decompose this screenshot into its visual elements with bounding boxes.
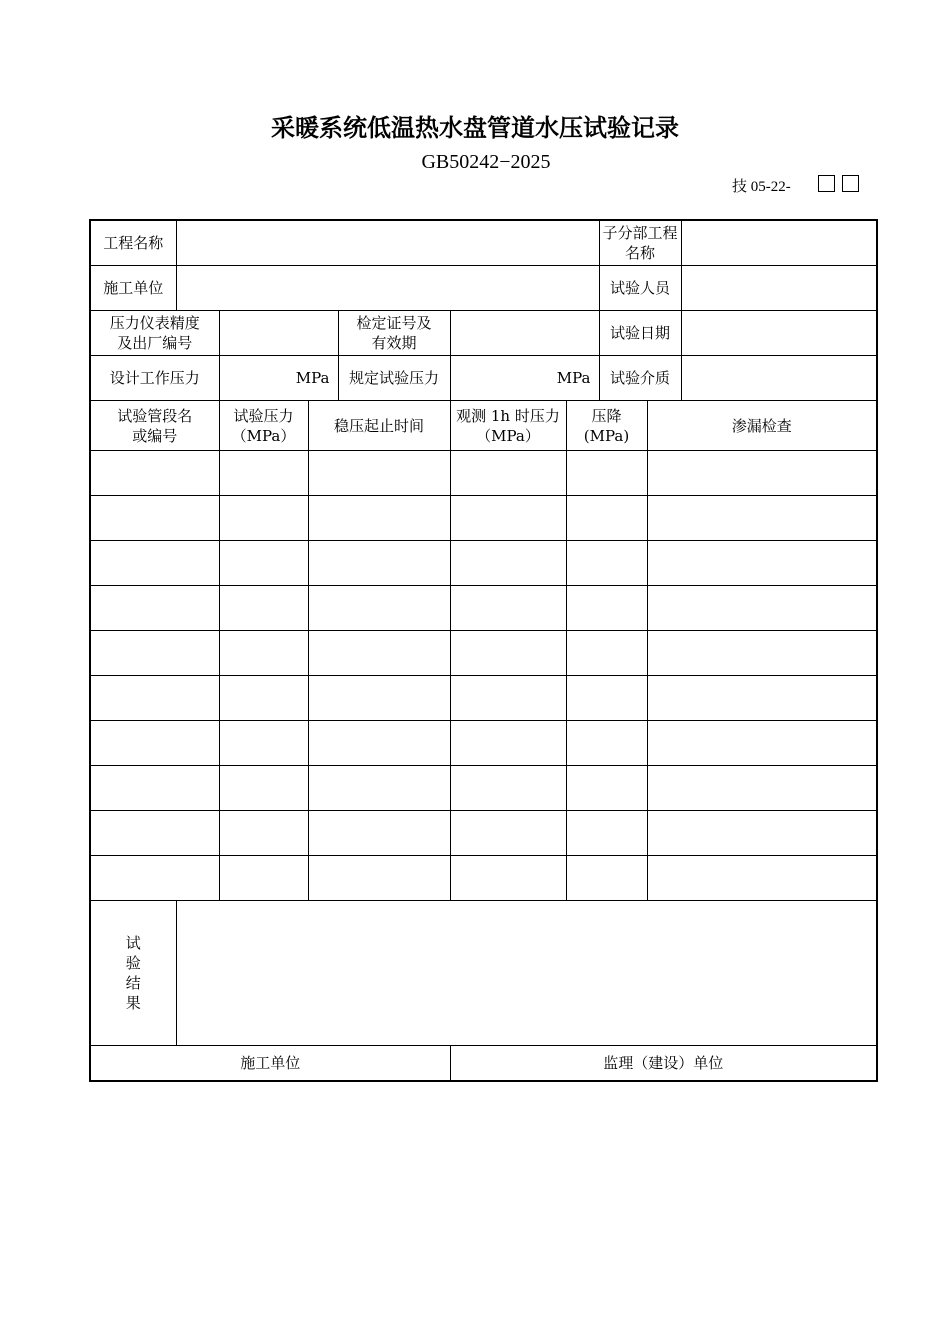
col-pressure-line-1: 试验压力 [233, 406, 294, 425]
observed-cell[interactable] [450, 451, 566, 496]
cert-field[interactable] [450, 311, 599, 356]
drop-cell[interactable] [566, 541, 647, 586]
pressure-cell[interactable] [219, 856, 308, 901]
observed-cell[interactable] [450, 631, 566, 676]
project-name-field[interactable] [176, 220, 599, 266]
tester-field[interactable] [681, 266, 877, 311]
leak-cell[interactable] [647, 541, 877, 586]
sub-project-label: 子分部工程名称 [599, 220, 681, 266]
observed-cell[interactable] [450, 496, 566, 541]
time-cell[interactable] [308, 541, 450, 586]
document-title: 采暖系统低温热水盘管道水压试验记录 [271, 114, 679, 142]
result-label [90, 901, 176, 1046]
table-row [90, 586, 877, 631]
time-cell[interactable] [308, 856, 450, 901]
col-observed-header [450, 401, 566, 451]
drop-cell[interactable] [566, 811, 647, 856]
leak-cell[interactable] [647, 721, 877, 766]
time-cell[interactable] [308, 766, 450, 811]
drop-cell[interactable] [566, 856, 647, 901]
design-pressure-label: 设计工作压力 [90, 356, 219, 401]
col-drop-line-2: (MPa) [583, 426, 630, 445]
drop-cell[interactable] [566, 586, 647, 631]
cert-label-line-2: 有效期 [371, 334, 417, 352]
col-segment-header [90, 401, 219, 451]
pressure-cell[interactable] [219, 451, 308, 496]
drop-cell[interactable] [566, 766, 647, 811]
standard-code: GB50242−2025 [421, 151, 551, 173]
cert-label [338, 311, 450, 356]
footer-supervisor: 监理（建设）单位 [450, 1046, 877, 1082]
test-date-field[interactable] [681, 311, 877, 356]
spec-pressure-unit[interactable]: MPa [450, 356, 599, 401]
pressure-cell[interactable] [219, 631, 308, 676]
pressure-cell[interactable] [219, 541, 308, 586]
table-row [90, 766, 877, 811]
form-code-box-1[interactable] [818, 175, 835, 192]
observed-cell[interactable] [450, 676, 566, 721]
pressure-cell[interactable] [219, 586, 308, 631]
result-label-char: 果 [125, 994, 141, 1012]
project-name-label: 工程名称 [90, 220, 176, 266]
col-segment-line-1: 试验管段名 [117, 406, 193, 425]
constructor-label: 施工单位 [90, 266, 176, 311]
pressure-cell[interactable] [219, 811, 308, 856]
segment-cell[interactable] [90, 631, 219, 676]
segment-cell[interactable] [90, 451, 219, 496]
footer-constructor: 施工单位 [90, 1046, 450, 1082]
gauge-label [90, 311, 219, 356]
leak-cell[interactable] [647, 496, 877, 541]
result-label-char: 验 [125, 954, 141, 972]
design-pressure-unit[interactable]: MPa [219, 356, 338, 401]
form-code: 技 05-22- [732, 179, 791, 195]
leak-cell[interactable] [647, 811, 877, 856]
col-observed-line-2: （MPa） [476, 426, 540, 445]
leak-cell[interactable] [647, 586, 877, 631]
col-leak-header: 渗漏检查 [647, 401, 877, 451]
drop-cell[interactable] [566, 721, 647, 766]
time-cell[interactable] [308, 451, 450, 496]
test-medium-label: 试验介质 [599, 356, 681, 401]
col-time-header: 稳压起止时间 [308, 401, 450, 451]
time-cell[interactable] [308, 676, 450, 721]
segment-cell[interactable] [90, 496, 219, 541]
time-cell[interactable] [308, 721, 450, 766]
spec-pressure-label: 规定试验压力 [338, 356, 450, 401]
leak-cell[interactable] [647, 451, 877, 496]
pressure-cell[interactable] [219, 721, 308, 766]
pressure-cell[interactable] [219, 766, 308, 811]
result-label-char: 试 [125, 934, 141, 952]
table-row [90, 856, 877, 901]
segment-cell[interactable] [90, 811, 219, 856]
drop-cell[interactable] [566, 676, 647, 721]
time-cell[interactable] [308, 631, 450, 676]
observed-cell[interactable] [450, 766, 566, 811]
leak-cell[interactable] [647, 856, 877, 901]
col-segment-line-2: 或编号 [132, 426, 178, 445]
segment-cell[interactable] [90, 766, 219, 811]
table-row [90, 811, 877, 856]
observed-cell[interactable] [450, 541, 566, 586]
segment-cell[interactable] [90, 721, 219, 766]
table-row [90, 496, 877, 541]
col-pressure-line-2: （MPa） [231, 426, 296, 445]
leak-cell[interactable] [647, 676, 877, 721]
table-row [90, 631, 877, 676]
record-table [89, 219, 878, 1082]
drop-cell[interactable] [566, 631, 647, 676]
cert-label-line-1: 检定证号及 [356, 314, 432, 332]
time-cell[interactable] [308, 586, 450, 631]
leak-cell[interactable] [647, 631, 877, 676]
form-code-box-2[interactable] [842, 175, 859, 192]
time-cell[interactable] [308, 811, 450, 856]
pressure-cell[interactable] [219, 496, 308, 541]
col-pressure-header [219, 401, 308, 451]
test-date-label: 试验日期 [599, 311, 681, 356]
sub-project-field[interactable] [681, 220, 877, 266]
result-field[interactable] [176, 901, 877, 1046]
test-medium-field[interactable] [681, 356, 877, 401]
segment-cell[interactable] [90, 541, 219, 586]
segment-cell[interactable] [90, 856, 219, 901]
table-row [90, 541, 877, 586]
observed-cell[interactable] [450, 856, 566, 901]
observed-cell[interactable] [450, 721, 566, 766]
table-row [90, 721, 877, 766]
segment-cell[interactable] [90, 676, 219, 721]
drop-cell[interactable] [566, 451, 647, 496]
table-row [90, 451, 877, 496]
tester-label: 试验人员 [599, 266, 681, 311]
table-row [90, 676, 877, 721]
drop-cell[interactable] [566, 496, 647, 541]
gauge-label-line-1: 压力仪表精度 [109, 314, 200, 332]
pressure-cell[interactable] [219, 676, 308, 721]
time-cell[interactable] [308, 496, 450, 541]
gauge-field[interactable] [219, 311, 338, 356]
col-drop-line-1: 压降 [591, 406, 622, 425]
segment-cell[interactable] [90, 586, 219, 631]
result-label-char: 结 [125, 974, 141, 992]
col-drop-header [566, 401, 647, 451]
constructor-field[interactable] [176, 266, 599, 311]
observed-cell[interactable] [450, 811, 566, 856]
col-observed-line-1: 观测 1h 时压力 [456, 406, 560, 425]
leak-cell[interactable] [647, 766, 877, 811]
gauge-label-line-2: 及出厂编号 [117, 334, 193, 352]
observed-cell[interactable] [450, 586, 566, 631]
